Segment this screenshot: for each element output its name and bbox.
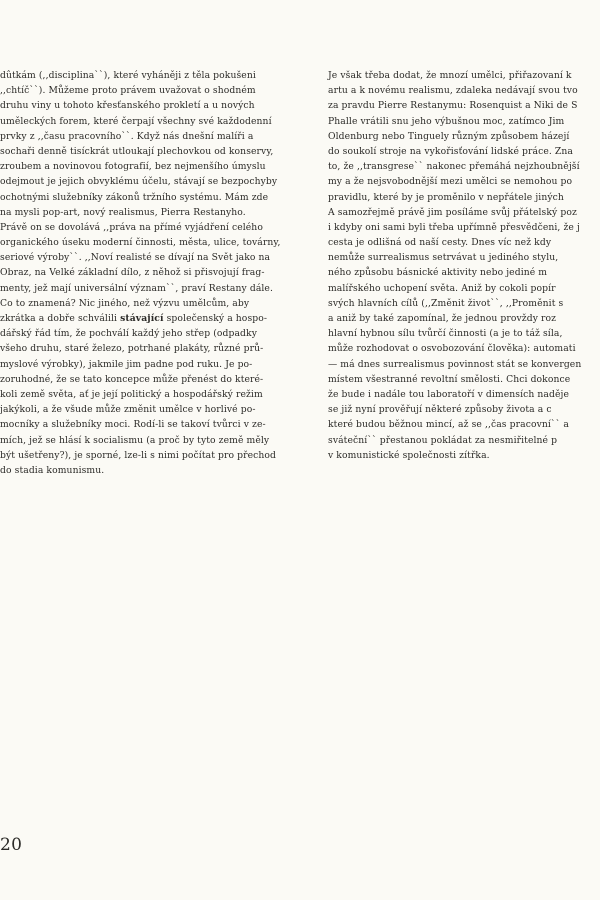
- right-column-line: svých hlavních cílů (,,Změnit život``, ,,Proměnit s: [328, 297, 564, 309]
- left-column-line: na mysli pop-art, nový realismus, Pierra Restanyho.: [0, 206, 246, 218]
- right-column-line: Phalle vrátili snu jeho výbušnou moc, zatímco Jim: [328, 115, 565, 127]
- left-column-line: zkrátka a dobře schválili stávající společenský a hospo-: [0, 313, 268, 324]
- left-column-line: mocníky a služebníky moci. Rodí-li se takoví tvůrci v ze-: [0, 419, 266, 431]
- left-column-line: všeho druhu, staré železo, potrhané plakáty, různé prů-: [0, 343, 264, 355]
- right-column-line: v komunistické společnosti zítřka.: [328, 449, 490, 461]
- right-column-line: se již nyní prověřují některé způsoby života a c: [328, 404, 552, 416]
- left-column-line: druhu viny u tohoto křesťanského prokletí a u nových: [0, 100, 255, 112]
- left-column-line: koli země světa, ať je její politický a hospodářský režim: [0, 388, 263, 400]
- right-column-line: za pravdu Pierre Restanymu: Rosenquist a Niki de S: [328, 100, 578, 112]
- right-column-line: že bude i nadále tou laboratoří v dimensích naděje: [328, 388, 570, 400]
- left-column-line: menty, jež mají universální význam``, praví Restany dále.: [0, 282, 273, 294]
- left-column-line: organického úseku moderní činnosti, města, ulice, továrny,: [0, 237, 281, 249]
- left-column-line: mích, jež se hlásí k socialismu (a proč by tyto země měly: [0, 434, 270, 446]
- left-column-line: uměleckých forem, které čerpají všechny své každodenní: [0, 115, 272, 127]
- right-column-line: sváteční`` přestanou pokládat za nesmiřitelné p: [328, 434, 558, 446]
- left-column-line: Co to znamená? Nic jiného, než výzvu umělcům, aby: [0, 297, 250, 309]
- right-column-line: Oldenburg nebo Tinguely různým způsobem házejí: [328, 130, 570, 142]
- left-column-line: ochotnými služebníky zákonů tržního systému. Mám zde: [0, 191, 269, 203]
- right-column-line: — má dnes surrealismus povinnost stát se konvergen: [328, 358, 582, 370]
- left-column-line: do stadia komunismu.: [0, 464, 105, 476]
- right-column-line: do soukolí stroje na vykořisťování lidské práce. Zna: [328, 145, 573, 157]
- left-column-line: Právě on se dovolává ,,práva na přímé vyjádření celého: [0, 221, 263, 233]
- left-column-line: prvky z ,,času pracovního``. Když nás dnešní malíři a: [0, 130, 254, 142]
- right-text-column: [328, 68, 600, 463]
- right-column-line: A samozřejmě právě jim posíláme svůj přátelský poz: [328, 206, 577, 218]
- right-column-line: Je však třeba dodat, že mnozí umělci, přiřazovaní k: [328, 70, 572, 81]
- right-column-line: nemůže surrealismus setrvávat u jediného stylu,: [328, 252, 559, 264]
- right-column-line: artu a k novému realismu, zdaleka nedávají svou tvo: [328, 85, 578, 97]
- left-column-line: zoruhodné, že se tato koncepce může přenést do které-: [0, 373, 264, 385]
- right-column-line: a aniž by také zapomínal, že jednou provždy roz: [328, 313, 557, 324]
- left-column-line: dûtkám (,,disciplina``), které vyháněji z těla pokušeni: [0, 70, 256, 81]
- right-column-line: i kdyby oni sami byli třeba upřímně přesvědčeni, že j: [328, 221, 580, 233]
- right-column-line: místem všestranné revoltní smělosti. Chci dokonce: [328, 373, 571, 385]
- right-column-line: hlavní hybnou sílu tvůrčí činnosti (a je to táž síla,: [328, 328, 563, 340]
- left-text-column: [0, 68, 300, 478]
- right-column-line: my a že nejsvobodnější mezi umělci se nemohou po: [328, 176, 573, 188]
- left-column-line: zroubem a novinovou fotografií, bez nejmenšího úmyslu: [0, 161, 266, 173]
- right-column-line: může rozhodovat o osvobozování člověka): automati: [328, 343, 576, 355]
- page-number: 20: [0, 835, 23, 855]
- left-column-line: být ušetřeny?), je sporné, lze-li s nimi počítat pro přechod: [0, 449, 277, 461]
- left-column-line: Obraz, na Velké základní dílo, z něhož si přisvojují frag-: [0, 267, 265, 279]
- left-column-line: odejmout je jejich obvyklému účelu, stávají se bezpochyby: [0, 176, 278, 188]
- left-column-line: jakýkoli, a že všude může změnit umělce v horlivé po-: [0, 404, 256, 416]
- right-column-line: to, že ,,transgrese`` nakonec přemáhá nejzhoubnější: [328, 161, 580, 173]
- left-column-line: sochaři denně tisíckrát utloukají plechovkou od konservy,: [0, 145, 274, 157]
- right-column-line: pravidlu, které by je proměnilo v nepřátele jiných: [328, 191, 564, 203]
- left-column-line: seriové výroby``. ,,Noví realisté se dívají na Svět jako na: [0, 252, 271, 264]
- left-column-line: myslové výrobky), jakmile jim padne pod ruku. Je po-: [0, 358, 253, 370]
- right-column-line: které budou běžnou mincí, až se ,,čas pracovní`` a: [328, 419, 569, 431]
- right-column-line: malířského uchopení světa. Aniž by cokoli popír: [328, 282, 556, 294]
- left-column-line: ,,chtíč``). Můžeme proto právem uvažovat o shodném: [0, 85, 256, 97]
- left-column-line: dářský řád tím, že pochválí každý jeho střep (odpadky: [0, 328, 258, 340]
- emphasized-word: stávající: [120, 313, 164, 324]
- right-column-line: ného způsobu básnické aktivity nebo jediné m: [328, 267, 548, 279]
- right-column-line: cesta je odlišná od naší cesty. Dnes víc než kdy: [328, 237, 552, 249]
